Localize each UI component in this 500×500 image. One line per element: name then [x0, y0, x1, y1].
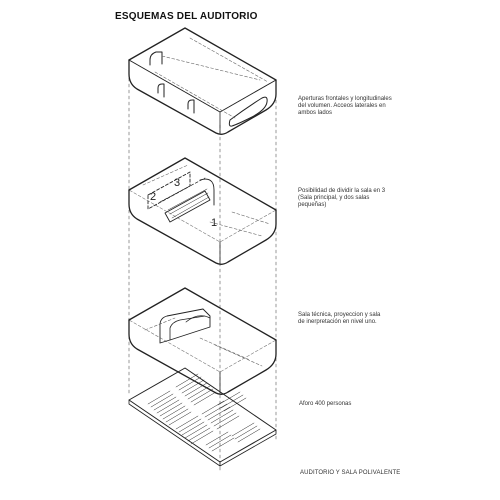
- caption-line: de inerpretación en nivel uno.: [298, 319, 377, 326]
- seating-plan-diagram: [129, 368, 276, 466]
- caption-capacity: [299, 401, 351, 408]
- caption-line: del volumen. Acceos laterales en: [298, 103, 386, 110]
- caption-line: Sala técnica, proyeccion y sala: [298, 312, 381, 318]
- caption-technical: [298, 312, 380, 326]
- caption-line: Posibilidad de dividir la sala en 3: [298, 188, 386, 194]
- caption-division: [298, 188, 385, 210]
- technical-level-diagram: [129, 288, 276, 394]
- caption-line: Aperturas frontales y longitudinales: [298, 96, 392, 102]
- alignment-guides: [129, 60, 276, 470]
- caption-line: pequeñas): [298, 202, 327, 209]
- sheet-footer: AUDITORIO Y SALA POLIVALENTE: [300, 470, 401, 476]
- caption-line: ambos lados: [298, 110, 333, 117]
- zone-label-small-hall-b: 3: [174, 177, 181, 189]
- caption-line: (Sala principal, y dos salas: [298, 195, 370, 202]
- zone-label-main-hall: 1: [211, 217, 218, 229]
- divisible-hall-diagram: [129, 158, 276, 264]
- sheet-title: ESQUEMAS DEL AUDITORIO: [115, 11, 258, 22]
- zone-label-small-hall-a: 2: [150, 191, 157, 203]
- caption-line: Aforo 400 personas: [299, 401, 352, 407]
- caption-openings: [298, 96, 392, 118]
- volume-openings-diagram: [129, 28, 276, 134]
